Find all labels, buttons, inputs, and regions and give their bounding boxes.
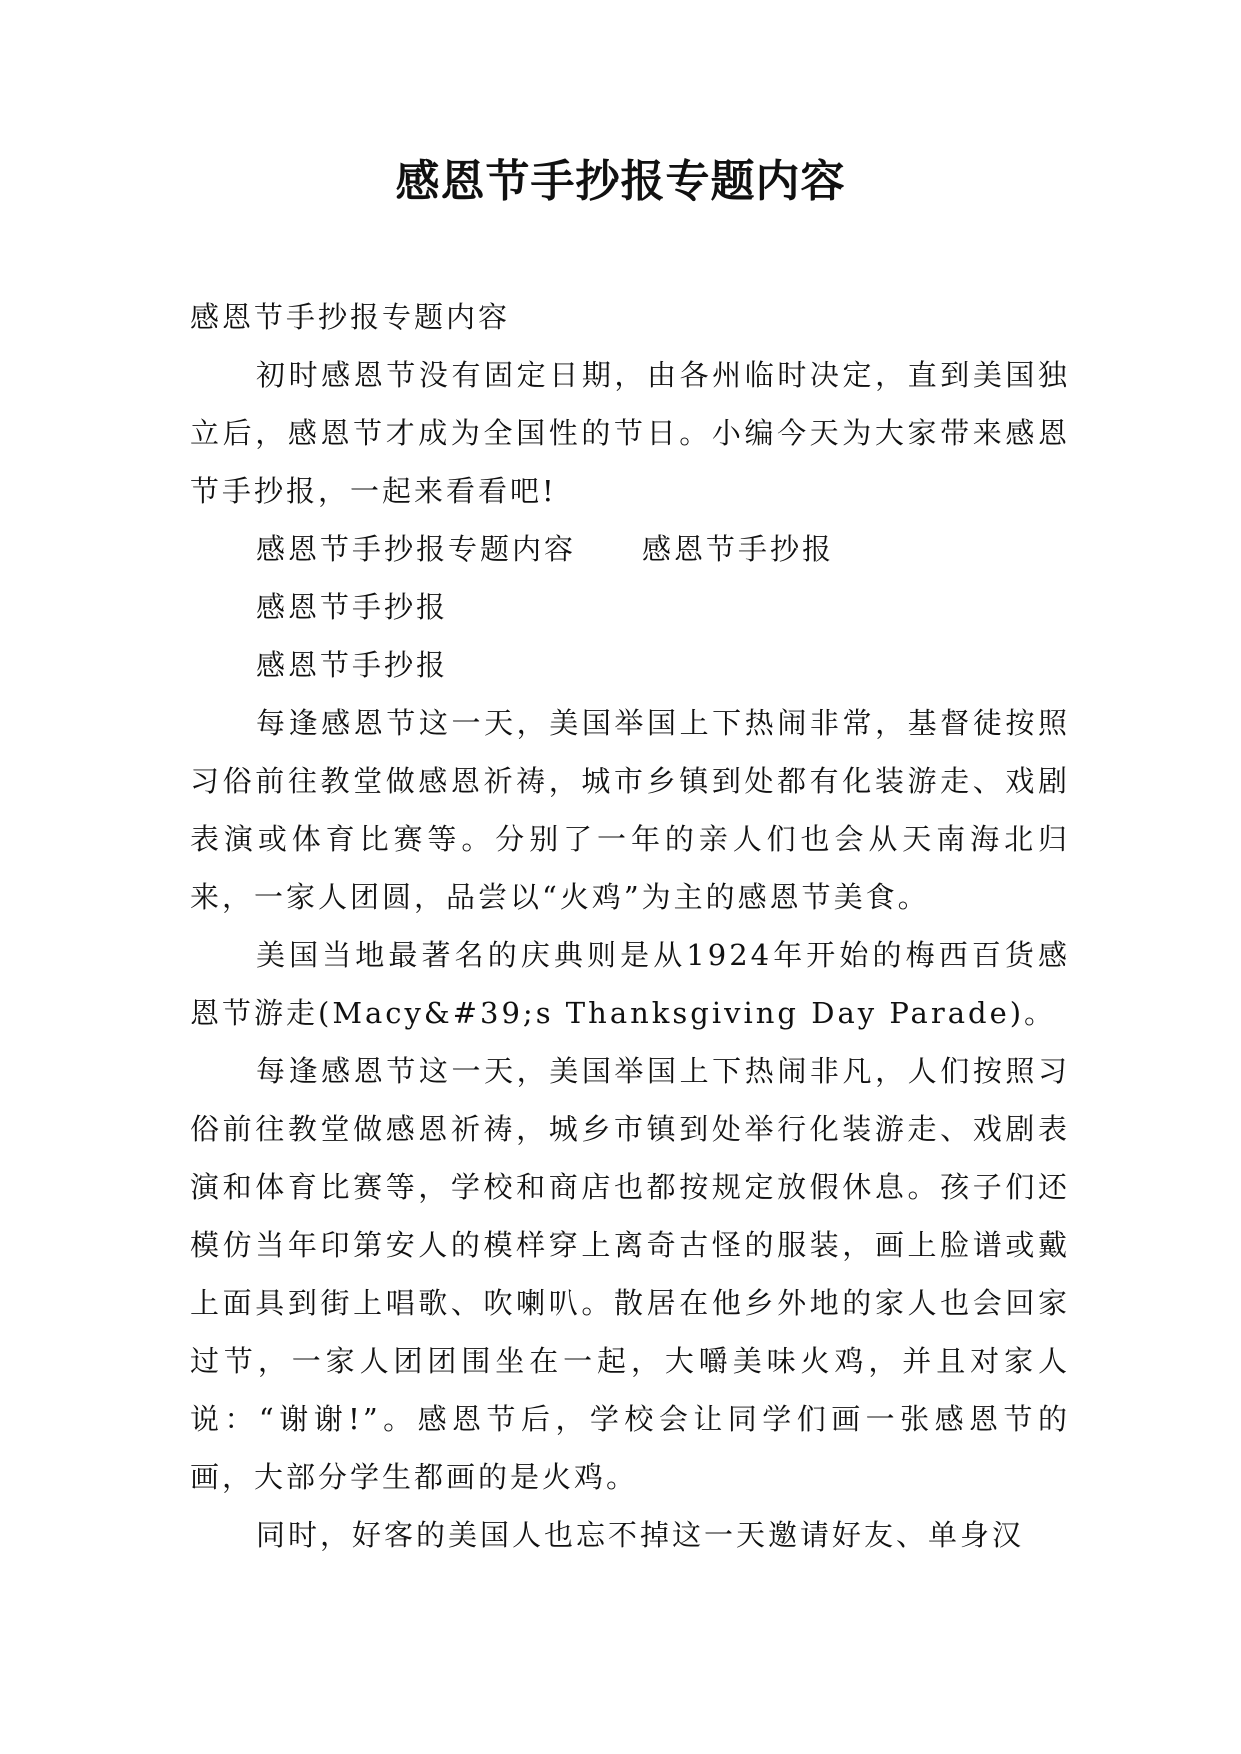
image-caption-row [190, 520, 1070, 578]
paragraph-2: 美国当地最著名的庆典则是从1924年开始的梅西百货感恩节游走(Macy&#39;s Thanksgiving Day Parade)。 [190, 938, 1070, 1030]
document-title: 感恩节手抄报专题内容 [395, 156, 846, 207]
paragraph-3: 每逢感恩节这一天，美国举国上下热闹非凡，人们按照习俗前往教堂做感恩祈祷，城乡市镇到处举行化装游走、戏剧表演和体育比赛等，学校和商店也都按规定放假休息。孩子们还模仿当年印第安人的模样穿上离奇古怪的服装，画上脸谱或戴上面具到街上唱歌、吹喇叭。散居在他乡外地的家人也会回家过节，一家人团团围坐在一起，大嚼美味火鸡，并且对家人说：“谢谢!”。感恩节后，学校会让同学们画一张感恩节的画，大部分学生都画的是火鸡。 [190, 1054, 1070, 1494]
subtitle-line: 感恩节手抄报专题内容 [190, 300, 511, 334]
image-caption-1: 感恩节手抄报专题内容 [256, 532, 577, 566]
image-caption-4: 感恩节手抄报 [256, 648, 449, 682]
intro-paragraph: 初时感恩节没有固定日期，由各州临时决定，直到美国独立后，感恩节才成为全国性的节日。小编今天为大家带来感恩节手抄报，一起来看看吧! [190, 358, 1070, 508]
image-caption-3: 感恩节手抄报 [256, 590, 449, 624]
image-caption-2: 感恩节手抄报 [642, 532, 835, 566]
paragraph-1: 每逢感恩节这一天，美国举国上下热闹非常，基督徒按照习俗前往教堂做感恩祈祷，城市乡镇到处都有化装游走、戏剧表演或体育比赛等。分别了一年的亲人们也会从天南海北归来，一家人团圆，品尝以“火鸡”为主的感恩节美食。 [190, 706, 1070, 914]
paragraph-4: 同时，好客的美国人也忘不掉这一天邀请好友、单身汉 [256, 1518, 1025, 1552]
document-body [190, 288, 1070, 1564]
